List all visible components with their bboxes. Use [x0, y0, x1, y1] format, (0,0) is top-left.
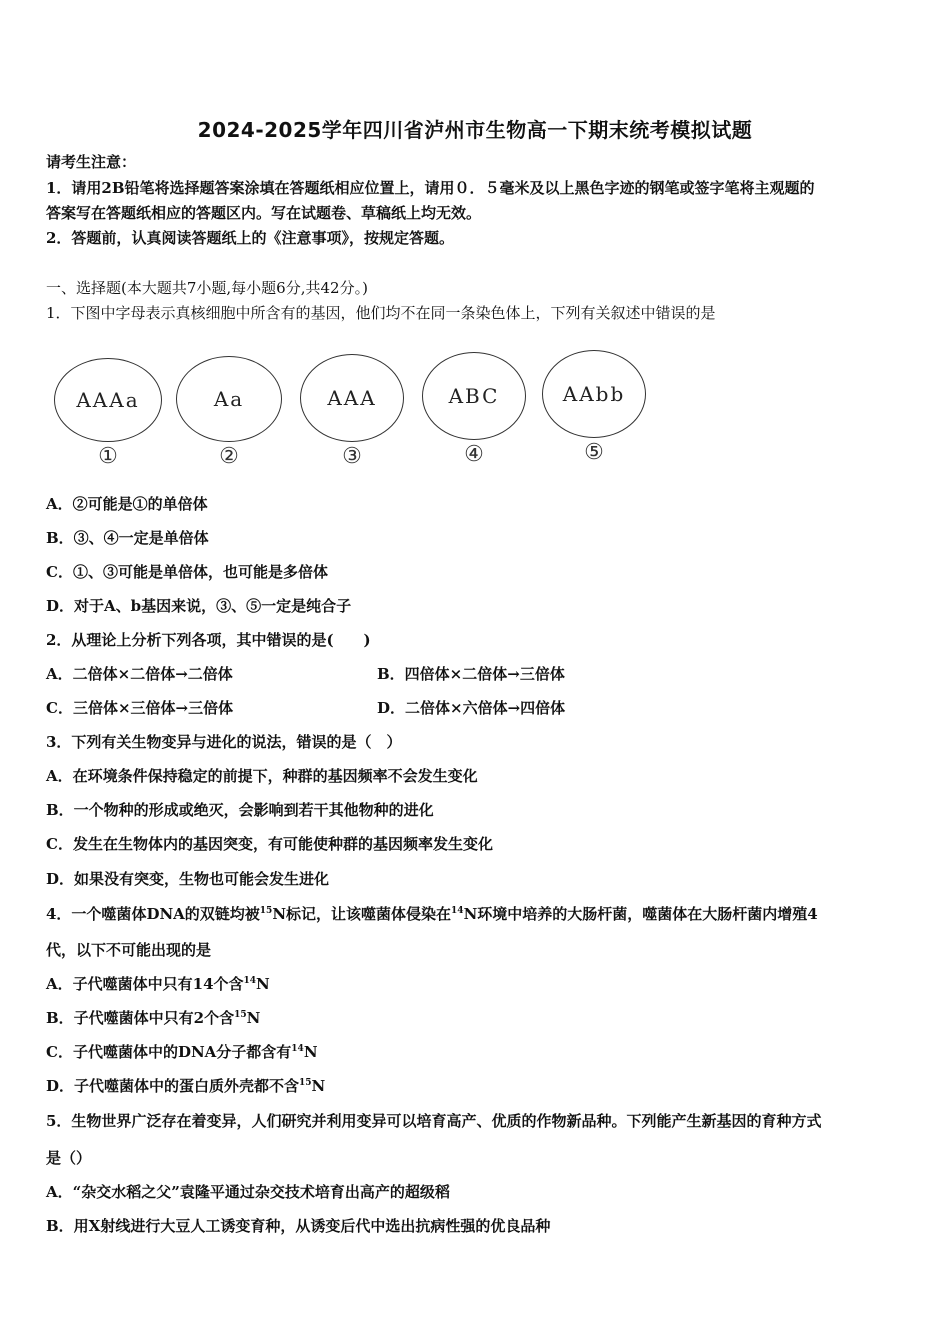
q1-option-b: B．③、④一定是单倍体	[46, 529, 209, 547]
gene-cell-diagram	[48, 350, 658, 480]
cell-3-number: ③	[342, 444, 362, 469]
cell-2-genes: Aa	[176, 356, 282, 442]
cell-5-genes: AAbb	[542, 350, 646, 438]
q1-stem: 1．下图中字母表示真核细胞中所含有的基因，他们均不在同一条染色体上，下列有关叙述中错误的是	[46, 304, 716, 322]
cell-4	[422, 352, 526, 467]
cell-2-number: ②	[219, 444, 239, 469]
cell-4-number: ④	[464, 442, 484, 467]
section-heading: 一、选择题(本大题共7小题,每小题6分,共42分。)	[46, 279, 368, 297]
q2-option-c: C．三倍体×三倍体→三倍体	[46, 699, 234, 717]
cell-3	[300, 354, 404, 469]
notice-heading: 请考生注意：	[46, 153, 137, 171]
q4-stem-line-1: 4．一个噬菌体DNA的双链均被$^{15}$N标记，让该噬菌体侵染在$^{14}$N环境中培养的大肠杆菌，噬菌体在大肠杆菌内增殖4	[46, 905, 818, 923]
q2-option-b: B．四倍体×二倍体→三倍体	[377, 665, 565, 683]
cell-1-genes: AAAa	[54, 358, 162, 442]
q5-stem-line-2: 是（）	[46, 1149, 92, 1167]
cell-5-number: ⑤	[584, 440, 604, 465]
q3-stem: 3．下列有关生物变异与进化的说法，错误的是（ ）	[46, 733, 402, 751]
page-title: 2024-2025学年四川省泸州市生物高一下期末统考模拟试题	[197, 118, 753, 142]
q1-option-c: C．①、③可能是单倍体，也可能是多倍体	[46, 563, 328, 581]
q1-option-d: D．对于A、b基因来说，③、⑤一定是纯合子	[46, 597, 352, 615]
notice-line-2: 2．答题前，认真阅读答题纸上的《注意事项》，按规定答题。	[46, 229, 454, 247]
cell-4-genes: ABC	[422, 352, 526, 440]
notice-line-1a: 1．请用2B铅笔将选择题答案涂填在答题纸相应位置上，请用０．５毫米及以上黑色字迹的钢笔或签字笔将主观题的	[46, 179, 815, 197]
cell-1	[54, 358, 162, 469]
q1-option-a: A．②可能是①的单倍体	[46, 495, 208, 513]
q4-option-b: B．子代噬菌体中只有2个含$^{15}$N	[46, 1009, 261, 1027]
q3-option-a: A．在环境条件保持稳定的前提下，种群的基因频率不会发生变化	[46, 767, 478, 785]
cell-2	[176, 356, 282, 469]
q3-option-c: C．发生在生物体内的基因突变，有可能使种群的基因频率发生变化	[46, 835, 493, 853]
notice-line-1b: 答案写在答题纸相应的答题区内。写在试题卷、草稿纸上均无效。	[46, 204, 482, 222]
cell-5	[542, 350, 646, 465]
q3-option-b: B．一个物种的形成或绝灭，会影响到若干其他物种的进化	[46, 801, 434, 819]
q5-option-a: A．“杂交水稻之父”袁隆平通过杂交技术培育出高产的超级稻	[46, 1183, 450, 1201]
q5-option-b: B．用X射线进行大豆人工诱变育种，从诱变后代中选出抗病性强的优良品种	[46, 1217, 551, 1235]
q2-option-a: A．二倍体×二倍体→二倍体	[46, 665, 233, 683]
q3-option-d: D．如果没有突变，生物也可能会发生进化	[46, 870, 330, 888]
q4-stem-line-2: 代，以下不可能出现的是	[46, 941, 212, 959]
cell-1-number: ①	[98, 444, 118, 469]
cell-3-genes: AAA	[300, 354, 404, 442]
q5-stem-line-1: 5．生物世界广泛存在着变异，人们研究并利用变异可以培育高产、优质的作物新品种。下列能产生新基因的育种方式	[46, 1112, 822, 1130]
q4-option-c: C．子代噬菌体中的DNA分子都含有$^{14}$N	[46, 1043, 318, 1061]
q2-option-d: D．二倍体×六倍体→四倍体	[377, 699, 566, 717]
q4-option-d: D．子代噬菌体中的蛋白质外壳都不含$^{15}$N	[46, 1077, 326, 1095]
q2-stem: 2．从理论上分析下列各项，其中错误的是( )	[46, 631, 371, 649]
q4-option-a: A．子代噬菌体中只有14个含$^{14}$N	[46, 975, 270, 993]
